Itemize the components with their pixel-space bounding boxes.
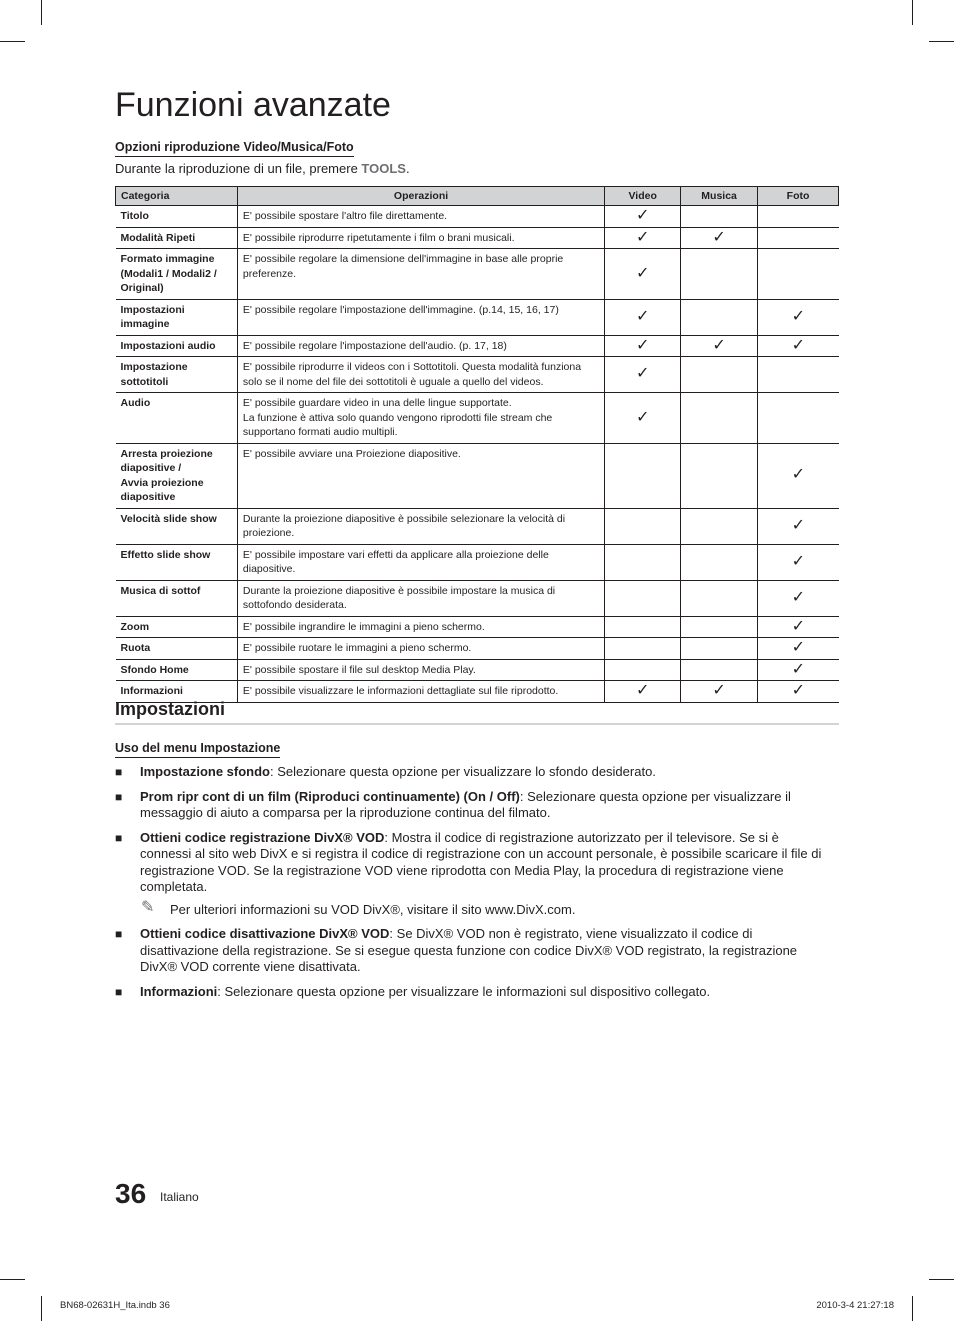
pencil-note-icon: ✎ xyxy=(141,898,155,916)
check-cell-video xyxy=(605,206,681,228)
section-title-impostazioni: Impostazioni xyxy=(115,699,839,725)
list-item: ■ Ottieni codice registrazione DivX® VOD: Mostra il codice di registrazione autorizzato per il televisore. Se si è connessi al sito web DivX e si registra il codice di registrazione con un account personale, è possibile scaricare il file di registrazione VOD. Se la registrazione VOD viene riprodotta con Media Play, la procedura di registrazione viene completata. xyxy=(115,829,822,894)
list-item: ■ Prom ripr cont di un film (Riproduci continuamente) (On / Off): Selezionare questa opzione per visualizzare il messaggio di aiuto a comparsa per la riproduzione continua del filmato. xyxy=(115,788,791,820)
checkmark-icon: ✓ xyxy=(791,307,805,325)
check-cell-video xyxy=(605,508,681,544)
check-cell-photo xyxy=(758,206,839,228)
check-cell-music xyxy=(681,508,758,544)
table-row xyxy=(116,249,839,300)
check-cell-music xyxy=(681,393,758,444)
check-cell-photo xyxy=(758,544,839,580)
check-cell-music xyxy=(681,638,758,660)
crop-mark xyxy=(0,1279,25,1280)
check-cell-photo xyxy=(758,580,839,616)
check-cell-music xyxy=(681,206,758,228)
page-number: 36 xyxy=(115,1178,147,1209)
check-cell-video xyxy=(605,393,681,444)
row-category: Audio xyxy=(116,393,238,444)
checkmark-icon: ✓ xyxy=(635,408,650,426)
check-cell-video xyxy=(605,616,681,638)
check-cell-photo xyxy=(758,227,839,249)
check-cell-music xyxy=(681,357,758,393)
crop-mark xyxy=(912,0,913,25)
list-item: ■ Impostazione sfondo: Selezionare questa opzione per visualizzare lo sfondo desiderato. xyxy=(115,764,656,779)
check-cell-photo xyxy=(758,393,839,444)
check-cell-music xyxy=(681,443,758,508)
header-musica: Musica xyxy=(681,187,758,206)
check-cell-music xyxy=(681,335,758,357)
row-category: Informazioni xyxy=(116,681,238,703)
check-cell-music xyxy=(681,227,758,249)
row-category: Musica di sottof xyxy=(116,580,238,616)
functions-table xyxy=(115,186,839,703)
footer-file-info: BN68-02631H_Ita.indb 36 xyxy=(60,1300,170,1311)
checkmark-icon: ✓ xyxy=(791,617,805,635)
checkmark-icon: ✓ xyxy=(635,228,650,246)
table-header-row xyxy=(116,187,839,206)
checkmark-icon: ✓ xyxy=(635,336,650,354)
table-row xyxy=(116,443,839,508)
check-cell-photo xyxy=(758,335,839,357)
header-foto: Foto xyxy=(758,187,839,206)
row-category: Velocità slide show xyxy=(116,508,238,544)
row-operation: E' possibile ingrandire le immagini a pieno schermo. xyxy=(237,616,604,638)
checkmark-icon: ✓ xyxy=(791,552,805,570)
checkmark-icon: ✓ xyxy=(635,682,650,699)
check-cell-video xyxy=(605,249,681,300)
crop-mark xyxy=(912,1296,913,1321)
list-item: ■ Ottieni codice disattivazione DivX® VOD: Se DivX® VOD non è registrato, viene visualizzato il codice di disattivazione della registrazione. Se si esegue questa funzione con codice DivX® VOD registrato, la registrazione DivX® VOD corrente viene disattivata. xyxy=(115,926,798,974)
header-operazioni: Operazioni xyxy=(237,187,604,206)
checkmark-icon: ✓ xyxy=(791,466,805,484)
table-row xyxy=(116,299,839,335)
check-cell-video xyxy=(605,544,681,580)
subheading-menu: Uso del menu Impostazione xyxy=(115,741,280,758)
row-category: Effetto slide show xyxy=(116,544,238,580)
check-cell-music xyxy=(681,299,758,335)
checkmark-icon: ✓ xyxy=(791,682,805,699)
table-row xyxy=(116,335,839,357)
crop-mark xyxy=(929,1279,954,1280)
table-row xyxy=(116,659,839,681)
row-category: Titolo xyxy=(116,206,238,228)
row-category: Impostazioni immagine xyxy=(116,299,238,335)
check-cell-music xyxy=(681,616,758,638)
header-categoria: Categoria xyxy=(116,187,238,206)
check-cell-video xyxy=(605,638,681,660)
check-cell-photo xyxy=(758,357,839,393)
row-category: Ruota xyxy=(116,638,238,660)
row-operation: E' possibile avviare una Proiezione diapositive. xyxy=(237,443,604,508)
table-row xyxy=(116,544,839,580)
crop-mark xyxy=(41,1296,42,1321)
row-operation: E' possibile riprodurre ripetutamente i film o brani musicali. xyxy=(237,227,604,249)
subheading-video-options: Opzioni riproduzione Video/Musica/Foto xyxy=(115,140,354,157)
table-row xyxy=(116,227,839,249)
check-cell-video xyxy=(605,227,681,249)
table-row xyxy=(116,393,839,444)
checkmark-icon: ✓ xyxy=(635,365,650,383)
row-category: Formato immagine (Modali1 / Modali2 / Original) xyxy=(116,249,238,300)
bullet-square-icon: ■ xyxy=(115,830,123,845)
crop-mark xyxy=(929,41,954,42)
check-cell-photo xyxy=(758,659,839,681)
crop-mark xyxy=(41,0,42,25)
check-cell-music xyxy=(681,249,758,300)
checkmark-icon: ✓ xyxy=(712,682,726,699)
page-title: Funzioni avanzate xyxy=(115,86,391,124)
check-cell-photo xyxy=(758,443,839,508)
table-row xyxy=(116,357,839,393)
row-category: Arresta proiezione diapositive / Avvia proiezione diapositive xyxy=(116,443,238,508)
check-cell-video xyxy=(605,299,681,335)
bullet-square-icon: ■ xyxy=(115,789,123,804)
table-body xyxy=(116,206,839,703)
row-category: Sfondo Home xyxy=(116,659,238,681)
row-category: Impostazione sottotitoli xyxy=(116,357,238,393)
checkmark-icon: ✓ xyxy=(791,660,805,678)
checkmark-icon: ✓ xyxy=(791,516,805,534)
tools-key: TOOLS xyxy=(361,161,406,176)
row-operation: E' possibile guardare video in una delle lingue supportate. La funzione è attiva solo quando vengono riprodotti file stream che supportano formati audio multipli. xyxy=(237,393,604,444)
row-category: Zoom xyxy=(116,616,238,638)
check-cell-video xyxy=(605,357,681,393)
table-row xyxy=(116,206,839,228)
footer-timestamp: 2010-3-4 21:27:18 xyxy=(816,1300,894,1311)
row-category: Modalità Ripeti xyxy=(116,227,238,249)
crop-mark xyxy=(0,41,25,42)
table-row xyxy=(116,638,839,660)
table-row xyxy=(116,580,839,616)
checkmark-icon: ✓ xyxy=(635,264,650,282)
row-operation: E' possibile riprodurre il videos con i Sottotitoli. Questa modalità funziona solo se il nome del file dei sottotitoli è uguale a quello del videos. xyxy=(237,357,604,393)
row-operation: E' possibile regolare l'impostazione dell'immagine. (p.14, 15, 16, 17) xyxy=(237,299,604,335)
checkmark-icon: ✓ xyxy=(712,228,726,246)
check-cell-video xyxy=(605,443,681,508)
bullet-square-icon: ■ xyxy=(115,984,123,999)
row-category: Impostazioni audio xyxy=(116,335,238,357)
intro-text: Durante la riproduzione di un file, premere TOOLS. xyxy=(115,161,410,176)
table-row xyxy=(116,616,839,638)
row-operation: E' possibile regolare l'impostazione dell'audio. (p. 17, 18) xyxy=(237,335,604,357)
check-cell-music xyxy=(681,544,758,580)
page-language: Italiano xyxy=(160,1190,199,1204)
list-item: ■ Informazioni: Selezionare questa opzione per visualizzare le informazioni sul dispositivo collegato. xyxy=(115,983,711,999)
row-operation: E' possibile visualizzare le informazioni dettagliate sul file riprodotto. xyxy=(237,681,604,703)
row-operation: Durante la proiezione diapositive è possibile selezionare la velocità di proiezione. xyxy=(237,508,604,544)
check-cell-photo xyxy=(758,638,839,660)
checkmark-icon: ✓ xyxy=(712,336,726,354)
check-cell-photo xyxy=(758,508,839,544)
check-cell-music xyxy=(681,659,758,681)
checkmark-icon: ✓ xyxy=(635,207,650,224)
row-operation: E' possibile spostare il file sul desktop Media Play. xyxy=(237,659,604,681)
table-row xyxy=(116,508,839,544)
row-operation: E' possibile spostare l'altro file direttamente. xyxy=(237,206,604,228)
row-operation: E' possibile regolare la dimensione dell'immagine in base alle proprie preferenze. xyxy=(237,249,604,300)
checkmark-icon: ✓ xyxy=(791,588,805,606)
row-operation: Durante la proiezione diapositive è possibile impostare la musica di sottofondo desiderata. xyxy=(237,580,604,616)
settings-bullet-list xyxy=(115,764,825,1008)
check-cell-music xyxy=(681,580,758,616)
header-video: Video xyxy=(605,187,681,206)
bullet-square-icon: ■ xyxy=(115,765,123,779)
check-cell-photo xyxy=(758,299,839,335)
checkmark-icon: ✓ xyxy=(635,307,650,325)
check-cell-video xyxy=(605,580,681,616)
checkmark-icon: ✓ xyxy=(791,639,805,656)
row-operation: E' possibile impostare vari effetti da applicare alla proiezione delle diapositive. xyxy=(237,544,604,580)
checkmark-icon: ✓ xyxy=(791,336,805,354)
bullet-square-icon: ■ xyxy=(115,927,123,941)
row-operation: E' possibile ruotare le immagini a pieno schermo. xyxy=(237,638,604,660)
check-cell-photo xyxy=(758,249,839,300)
check-cell-video xyxy=(605,335,681,357)
divx-note: ✎ Per ulteriori informazioni su VOD DivX®, visitare il sito www.DivX.com. xyxy=(141,898,576,917)
check-cell-photo xyxy=(758,616,839,638)
check-cell-video xyxy=(605,659,681,681)
